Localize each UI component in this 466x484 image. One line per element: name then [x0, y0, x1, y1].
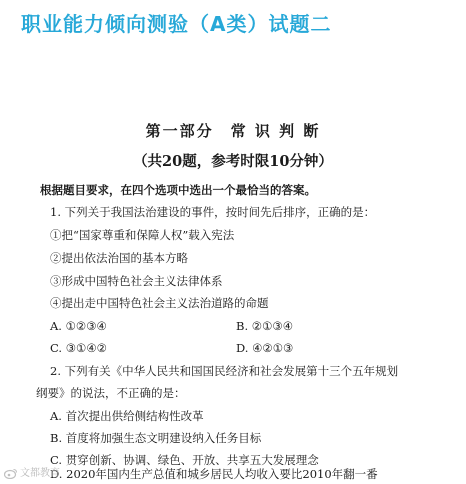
question-2-option-b: B. 首度将加强生态文明建设纳入任务目标: [50, 431, 262, 445]
question-1-item-4: ④提出走中国特色社会主义法治道路的命题: [50, 296, 269, 310]
section-heading: 第一部分 常 识 判 断: [145, 122, 321, 140]
section-subheading: （共20题，参考时限10分钟）: [133, 153, 333, 170]
question-2-option-a: A. 首次提出供给侧结构性改革: [50, 409, 204, 423]
question-1-option-a: A. ①②③④: [50, 319, 107, 333]
question-2-stem-line-1: 2. 下列有关《中华人民共和国国民经济和社会发展第十三个五年规划: [50, 364, 399, 378]
instruction-text: 根据题目要求，在四个选项中选出一个最恰当的答案。: [40, 183, 316, 197]
question-1-option-d: D. ④②①③: [236, 341, 294, 355]
question-2-option-d: D. 2020年国内生产总值和城乡居民人均收入要比2010年翻一番: [50, 467, 378, 481]
question-1-item-2: ②提出依法治国的基本方略: [50, 251, 188, 265]
question-1-item-3: ③形成中国特色社会主义法律体系: [50, 274, 223, 288]
question-1-stem: 1. 下列关于我国法治建设的事件，按时间先后排序，正确的是：: [50, 205, 376, 219]
question-2-stem-line-2: 纲要》的说法，不正确的是：: [36, 386, 186, 400]
question-1-option-b: B. ②①③④: [236, 319, 294, 333]
document-title: 职业能力倾向测验（A类）试题二: [21, 12, 332, 36]
question-2-option-c: C. 贯穿创新、协调、绿色、开放、共享五大发展理念: [50, 453, 319, 467]
watermark: [4, 464, 60, 479]
weibo-logo-icon: [4, 468, 18, 479]
question-1-option-c: C. ③①④②: [50, 341, 107, 355]
watermark-text: 文都教育: [20, 468, 60, 479]
question-1-item-1: ①把“国家尊重和保障人权”载入宪法: [50, 228, 235, 242]
